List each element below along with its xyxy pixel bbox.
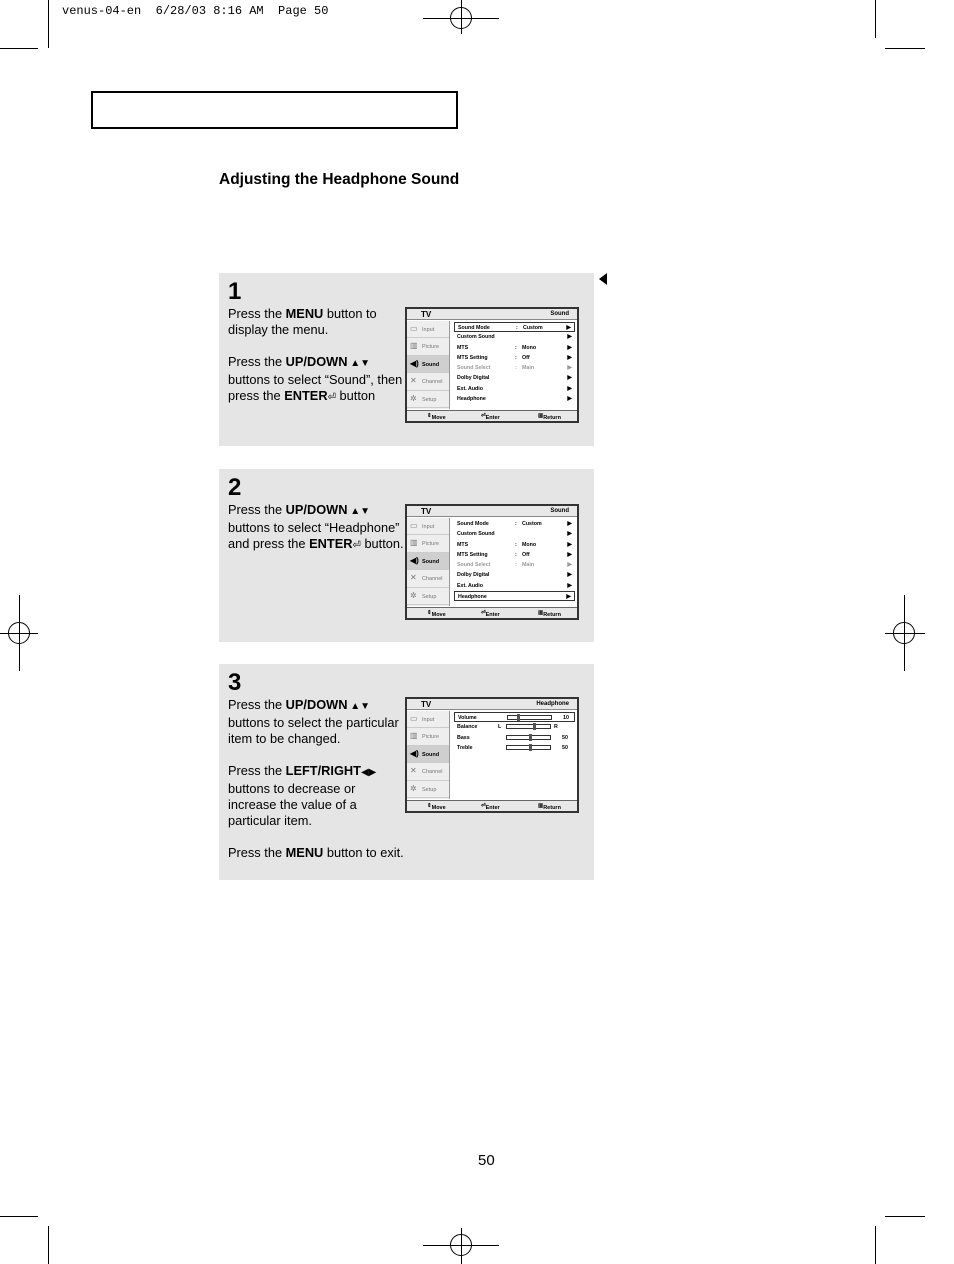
osd-menu-channel: ✕ Channel	[407, 570, 449, 587]
crop-mark	[885, 48, 925, 49]
osd-menu-sound: ◀) Sound	[407, 356, 449, 373]
picture-icon: ▥	[410, 538, 418, 548]
step-instructions: Press the UP/DOWN ▲▼ buttons to select the particular item to be changed. Press the LEFT/RIGHT◀▶ buttons to decrease or increase the value of a particular item. Press the MENU button to exit.	[228, 697, 404, 860]
enter-icon: ⏎	[352, 540, 361, 551]
slider-bar	[507, 715, 552, 720]
step-3-panel	[219, 664, 594, 880]
antenna-icon: ✕	[410, 376, 417, 386]
chapter-header-box	[91, 91, 458, 129]
osd-menu-setup: ✲ Setup	[407, 781, 449, 798]
speaker-icon: ◀)	[410, 748, 419, 758]
step-instructions: Press the UP/DOWN ▲▼ buttons to select “Headphone” and press the ENTER⏎ button.	[228, 502, 404, 551]
osd-row: Sound Select : Main ▶	[457, 562, 572, 569]
step-2-panel	[219, 469, 594, 642]
slider-bar	[506, 745, 551, 750]
enter-icon: ⏎	[327, 392, 336, 403]
input-icon: ▭	[410, 324, 418, 333]
left-triangle-icon	[599, 273, 607, 285]
up-down-arrows-icon: ▲▼	[347, 701, 371, 712]
osd-slider-row: Balance L R	[457, 724, 558, 731]
crop-mark	[0, 1216, 38, 1217]
osd-row: Sound Select : Main ▶	[457, 365, 572, 372]
osd-menu-setup: ✲ Setup	[407, 588, 449, 605]
osd-move-hint: ⇕ Move	[427, 803, 446, 811]
osd-row: MTS : Mono ▶	[457, 344, 572, 351]
crop-mark	[48, 0, 49, 48]
step-1-panel	[219, 273, 594, 446]
osd-row: Dolby Digital ▶	[457, 572, 572, 579]
registration-mark	[8, 622, 30, 644]
picture-icon: ▥	[410, 341, 418, 351]
tv-osd-screen: TV Sound ▭ Input ▥ Picture ◀) Sound ✕ Channel ✲ Setup Sound Mode : Custom ▶ Custom Sound ▶ MTS : Mono ▶ MTS Setting : Off ▶ Sound Select : Main ▶ Dolby Digital ▶ Ext. Audio ▶ Headphone ▶ ⇕ Move ⏎ Enter ▥ Return	[405, 504, 579, 620]
input-icon: ▭	[410, 521, 418, 530]
slider-knob	[529, 734, 532, 741]
osd-enter-hint: ⏎ Enter	[481, 413, 500, 421]
crop-mark	[875, 1226, 876, 1264]
registration-mark	[450, 1234, 472, 1256]
gear-icon: ✲	[410, 393, 417, 403]
crop-mark	[0, 48, 38, 49]
osd-enter-hint: ⏎ Enter	[481, 803, 500, 811]
tv-osd-screen: TV Headphone ▭ Input ▥ Picture ◀) Sound ✕ Channel ✲ Setup Volume 10 Balance L R Bass 50 Treble 50 ⇕ Move ⏎ Enter ▥ Return	[405, 697, 579, 813]
slider-knob	[533, 723, 536, 730]
osd-row: Custom Sound ▶	[457, 531, 572, 538]
osd-row: Ext. Audio ▶	[457, 582, 572, 589]
osd-row: Dolby Digital ▶	[457, 375, 572, 382]
page-number: 50	[478, 1152, 495, 1169]
registration-mark	[450, 7, 472, 29]
left-right-arrows-icon: ◀▶	[360, 767, 377, 778]
print-slug: venus-04-en 6/28/03 8:16 AM Page 50	[62, 4, 329, 18]
picture-icon: ▥	[410, 731, 418, 741]
osd-row: Ext. Audio ▶	[457, 385, 572, 392]
osd-row: Sound Mode : Custom ▶	[454, 322, 575, 332]
gear-icon: ✲	[410, 783, 417, 793]
antenna-icon: ✕	[410, 766, 417, 776]
slider-knob	[517, 714, 520, 721]
osd-return-hint: ▥ Return	[538, 413, 561, 421]
step-number: 1	[228, 278, 242, 305]
osd-return-hint: ▥ Return	[538, 803, 561, 811]
osd-row: Headphone ▶	[457, 396, 572, 403]
osd-menu-setup: ✲ Setup	[407, 391, 449, 408]
osd-slider-row: Bass 50	[457, 734, 568, 741]
osd-enter-hint: ⏎ Enter	[481, 610, 500, 618]
slider-knob	[529, 744, 532, 751]
osd-menu-input: ▭ Input	[407, 518, 449, 535]
osd-slider-row: Treble 50	[457, 744, 568, 751]
osd-menu-picture: ▥ Picture	[407, 338, 449, 355]
crop-mark	[885, 1216, 925, 1217]
osd-move-hint: ⇕ Move	[427, 610, 446, 618]
osd-return-hint: ▥ Return	[538, 610, 561, 618]
speaker-icon: ◀)	[410, 358, 419, 368]
crop-mark	[875, 0, 876, 38]
slider-bar	[506, 735, 551, 740]
osd-menu-sound: ◀) Sound	[407, 746, 449, 763]
osd-row: MTS : Mono ▶	[457, 541, 572, 548]
step-number: 3	[228, 669, 242, 696]
osd-menu-input: ▭ Input	[407, 321, 449, 338]
crop-mark	[48, 1226, 49, 1264]
section-title: Adjusting the Headphone Sound	[219, 171, 460, 188]
osd-menu-picture: ▥ Picture	[407, 535, 449, 552]
osd-row: MTS Setting : Off ▶	[457, 551, 572, 558]
osd-move-hint: ⇕ Move	[427, 413, 446, 421]
slider-bar	[506, 724, 551, 729]
antenna-icon: ✕	[410, 573, 417, 583]
osd-menu-channel: ✕ Channel	[407, 373, 449, 390]
osd-row: MTS Setting : Off ▶	[457, 354, 572, 361]
gear-icon: ✲	[410, 590, 417, 600]
speaker-icon: ◀)	[410, 555, 419, 565]
osd-row: Headphone ▶	[454, 591, 575, 601]
osd-menu-input: ▭ Input	[407, 711, 449, 728]
step-number: 2	[228, 474, 242, 501]
up-down-arrows-icon: ▲▼	[347, 358, 371, 369]
tv-osd-screen: TV Sound ▭ Input ▥ Picture ◀) Sound ✕ Channel ✲ Setup Sound Mode : Custom ▶ Custom Sound ▶ MTS : Mono ▶ MTS Setting : Off ▶ Sound Select : Main ▶ Dolby Digital ▶ Ext. Audio ▶ Headphone ▶ ⇕ Move ⏎ Enter ▥ Return	[405, 307, 579, 423]
osd-row: Custom Sound ▶	[457, 334, 572, 341]
osd-slider-row: Volume 10	[454, 712, 575, 722]
osd-menu-sound: ◀) Sound	[407, 553, 449, 570]
step-instructions: Press the MENU button to display the menu. Press the UP/DOWN ▲▼ buttons to select “Sound”, then press the ENTER⏎ button	[228, 306, 403, 403]
registration-mark	[893, 622, 915, 644]
osd-menu-channel: ✕ Channel	[407, 763, 449, 780]
input-icon: ▭	[410, 714, 418, 723]
osd-row: Sound Mode : Custom ▶	[457, 521, 572, 527]
up-down-arrows-icon: ▲▼	[347, 506, 371, 517]
osd-menu-picture: ▥ Picture	[407, 728, 449, 745]
